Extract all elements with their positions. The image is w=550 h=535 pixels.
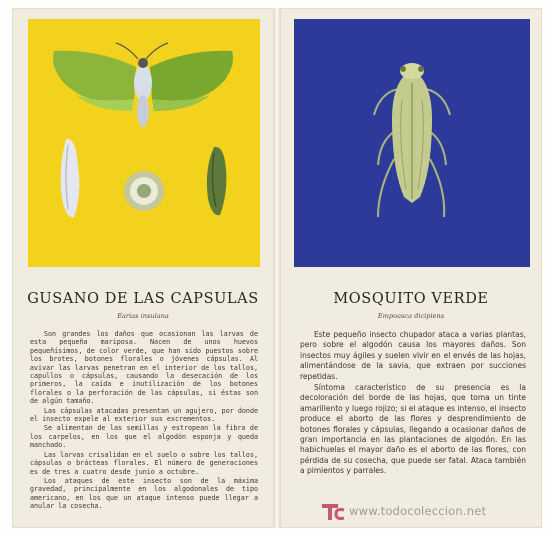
leafhopper-illustration-drawing bbox=[294, 19, 530, 267]
paragraph: Son grandes los daños que ocasionan las larvas de esta pequeña mariposa. Nacen de unos huevos pequeñísimos, de color verde, que han sido puestos sobre los brotes, botones florales o jóvenes cápsulas. Al avivar las larvas penetran en el interior de los tallos, capullos o cápsulas, causando la desecación de los primeros, la caída e inutilización de los botones florales o la perforación de las cápsulas, si éstas son de algún tamaño. bbox=[30, 330, 258, 406]
paragraph: Síntoma característico de su presencia es la decoloración del borde de las hojas, que toma un tinte amarillento y luego rojizo; si el ataque es intenso, el insecto produce el aborto de las flores y desprendimiento de botones florales y cápsulas, llegando a ocasionar daños de gran importancia en las plantaciones de algodón. En las habichuelas el mayor daño es el aborto de las flores, con pérdida de su cosecha, que puede ser fatal. Ataca también a pimientos y parrales. bbox=[300, 383, 526, 476]
moth-illustration bbox=[28, 19, 260, 267]
watermark bbox=[320, 500, 545, 522]
left-page bbox=[12, 8, 274, 528]
paragraph: Las cápsulas atacadas presentan un agujero, por donde el insecto expele al exterior sus excrementos. bbox=[30, 406, 258, 424]
paragraph: Este pequeño insecto chupador ataca a varias plantas, pero sobre el algodón causa los mayores daños. Son insectos muy ágiles y suelen vivir en el envés de las hojas, alimentándose de la savia, que extraen por succiones repetidas. bbox=[300, 330, 526, 381]
right-page bbox=[280, 8, 542, 528]
paragraph: Los ataques de este insecto son de la máxima gravedad, principalmente en los algodonales de tipo americano, en los que un ataque intenso puede llegar a anular la cosecha. bbox=[30, 476, 258, 511]
watermark-text: www.todocoleccion.net bbox=[349, 504, 487, 518]
scientific-name-right: Empoasca dicipiens bbox=[377, 312, 445, 320]
body-text-right bbox=[300, 330, 526, 478]
body-text-left bbox=[30, 330, 258, 512]
scientific-name-left: Earias insulana bbox=[117, 312, 169, 320]
paragraph: Las larvas crisalidan en el suelo o sobre los tallos, cápsulas o brácteas florales. El número de generaciones es de tres a cuatro desde junio a octubre. bbox=[30, 450, 258, 476]
paragraph: Se alimentan de las semillas y estropean la fibra de los carpelos, en los que el algodón esponja y queda manchado. bbox=[30, 424, 258, 450]
moth-illustration-drawing bbox=[28, 19, 260, 267]
tc-logo-icon bbox=[320, 500, 346, 522]
page-title-right: MOSQUITO VERDE bbox=[333, 291, 489, 307]
page-title-left: GUSANO DE LAS CAPSULAS bbox=[27, 291, 259, 307]
leafhopper-illustration bbox=[294, 19, 530, 267]
